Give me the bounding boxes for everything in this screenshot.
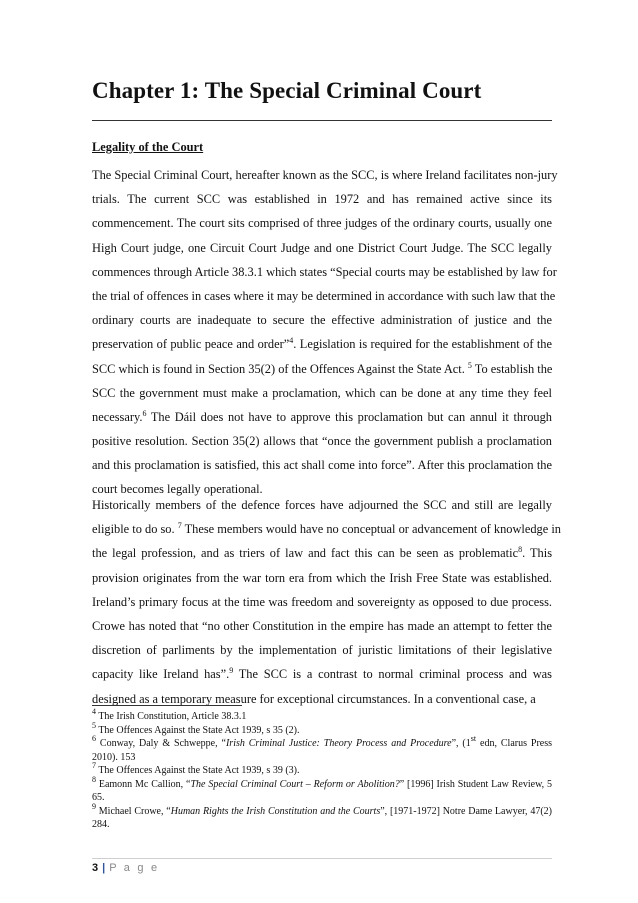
paragraph1-line: positive resolution. Section 35(2) allows that “once the government publish a proclamation bbox=[92, 434, 552, 449]
paragraph-2 bbox=[92, 493, 561, 711]
footer-separator: | bbox=[102, 862, 106, 874]
footnote-7: $^7$ The Offences Against the State Act 1939, s 39 (3). bbox=[92, 761, 300, 776]
paragraph1-line: ordinary courts are inadequate to secure the effective administration of justice and the bbox=[92, 313, 552, 328]
footnote-marker[interactable]: 8 bbox=[518, 545, 523, 555]
paragraph2-line: capacity like Ireland has”.$^9$ The SCC is a contrast to normal criminal process and was bbox=[92, 666, 552, 682]
chapter-title: Chapter 1: The Special Criminal Court bbox=[92, 78, 482, 103]
paragraph1-line: court becomes legally operational. bbox=[92, 482, 263, 497]
footnote-marker[interactable]: 5 bbox=[467, 360, 472, 370]
paragraph2-line: Ireland’s primary focus at the time was freedom and sovereignty as opposed to due process. bbox=[92, 594, 552, 609]
paragraph1-line: and this proclamation is satisfied, this act shall come into force”. After this proclamation the bbox=[92, 458, 552, 473]
paragraph2-line: the legal profession, and as triers of law and fact this can be seen as problematic$^8$. This bbox=[92, 545, 553, 561]
paragraph2-line: discretion of parliments by the implementation of juristic limitations of their legislative bbox=[92, 643, 552, 658]
footnote-9: $^9$ Michael Crowe, “Human Rights the Irish Constitution and the Courts”, [1971-1972] Notre Dame Lawyer, 47(2) 284. bbox=[92, 801, 553, 830]
section-heading: Legality of the Court bbox=[92, 140, 204, 154]
paragraph1-line: High Court judge, one Circuit Court Judge and one District Court Judge. The SCC legally bbox=[92, 240, 552, 255]
footnote-4: $^4$ The Irish Constitution, Article 38.3.1 bbox=[92, 707, 247, 722]
paragraph1-line: SCC the government must make a proclamation, which can be done at any time they feel bbox=[92, 385, 552, 400]
paragraph1-line: necessary.$^6$ The Dáil does not have to approve this proclamation but can annul it through bbox=[92, 408, 552, 424]
footnote-6: $^6$ Conway, Daly & Schweppe, “Irish Criminal Justice: Theory Process and Procedure”, (1st edn, Clarus Press 2010). 153 bbox=[92, 734, 553, 763]
footnotes bbox=[92, 707, 553, 832]
paragraph1-line: commencement. The court sits comprised of three judges of the ordinary courts, usually one bbox=[92, 216, 552, 231]
footnote-marker[interactable]: 4 bbox=[289, 336, 294, 346]
paragraph1-line: preservation of public peace and order”$^4$. Legislation is required for the establishment of the bbox=[92, 336, 552, 352]
paragraph-1 bbox=[92, 163, 558, 502]
paragraph2-line: Historically members of the defence forces have adjourned the SCC and still are legally bbox=[92, 498, 552, 512]
paragraph2-line: designed as a temporary measure for exceptional circumstances. In a conventional case, a bbox=[92, 691, 536, 706]
footnote-5: $^5$ The Offences Against the State Act 1939, s 35 (2). bbox=[92, 720, 300, 736]
title-underline-rule bbox=[92, 120, 552, 121]
paragraph2-line: provision originates from the war torn era from which the Irish Free State was established. bbox=[92, 570, 552, 585]
paragraph1-line: The Special Criminal Court, hereafter known as the SCC, is where Ireland facilitates non-jury bbox=[92, 168, 558, 182]
page-number: 3 bbox=[92, 862, 99, 874]
footnote-marker[interactable]: 6 bbox=[142, 408, 147, 418]
paragraph1-line: the trial of offences in cases where it may be determined in accordance with such law that the bbox=[92, 288, 556, 303]
paragraph2-line: eligible to do so. $^7$ These members would have no conceptual or advancement of knowledge in bbox=[92, 521, 561, 537]
footer-rule bbox=[92, 858, 552, 859]
paragraph1-line: commences through Article 38.3.1 which states “Special courts may be established by law for bbox=[92, 264, 557, 279]
paragraph1-line: trials. The current SCC was established in 1972 and has remained active since its bbox=[92, 192, 552, 207]
page-footer bbox=[92, 862, 159, 874]
paragraph1-line: SCC which is found in Section 35(2) of the Offences Against the State Act. $^5$ To establish the bbox=[92, 360, 553, 376]
footnote-marker[interactable]: 7 bbox=[177, 521, 182, 531]
footnote-marker[interactable]: 9 bbox=[229, 666, 234, 676]
footnote-separator bbox=[92, 705, 242, 706]
footnote-8: $^8$ Eamonn Mc Callion, “The Special Criminal Court – Reform or Abolition?” [1996] Irish Student Law Review, 5 65. bbox=[92, 774, 552, 803]
paragraph2-line: Crowe has noted that “no other Constitution in the empire has made an attempt to fetter the bbox=[92, 618, 552, 633]
page-label: P a g e bbox=[109, 862, 160, 874]
